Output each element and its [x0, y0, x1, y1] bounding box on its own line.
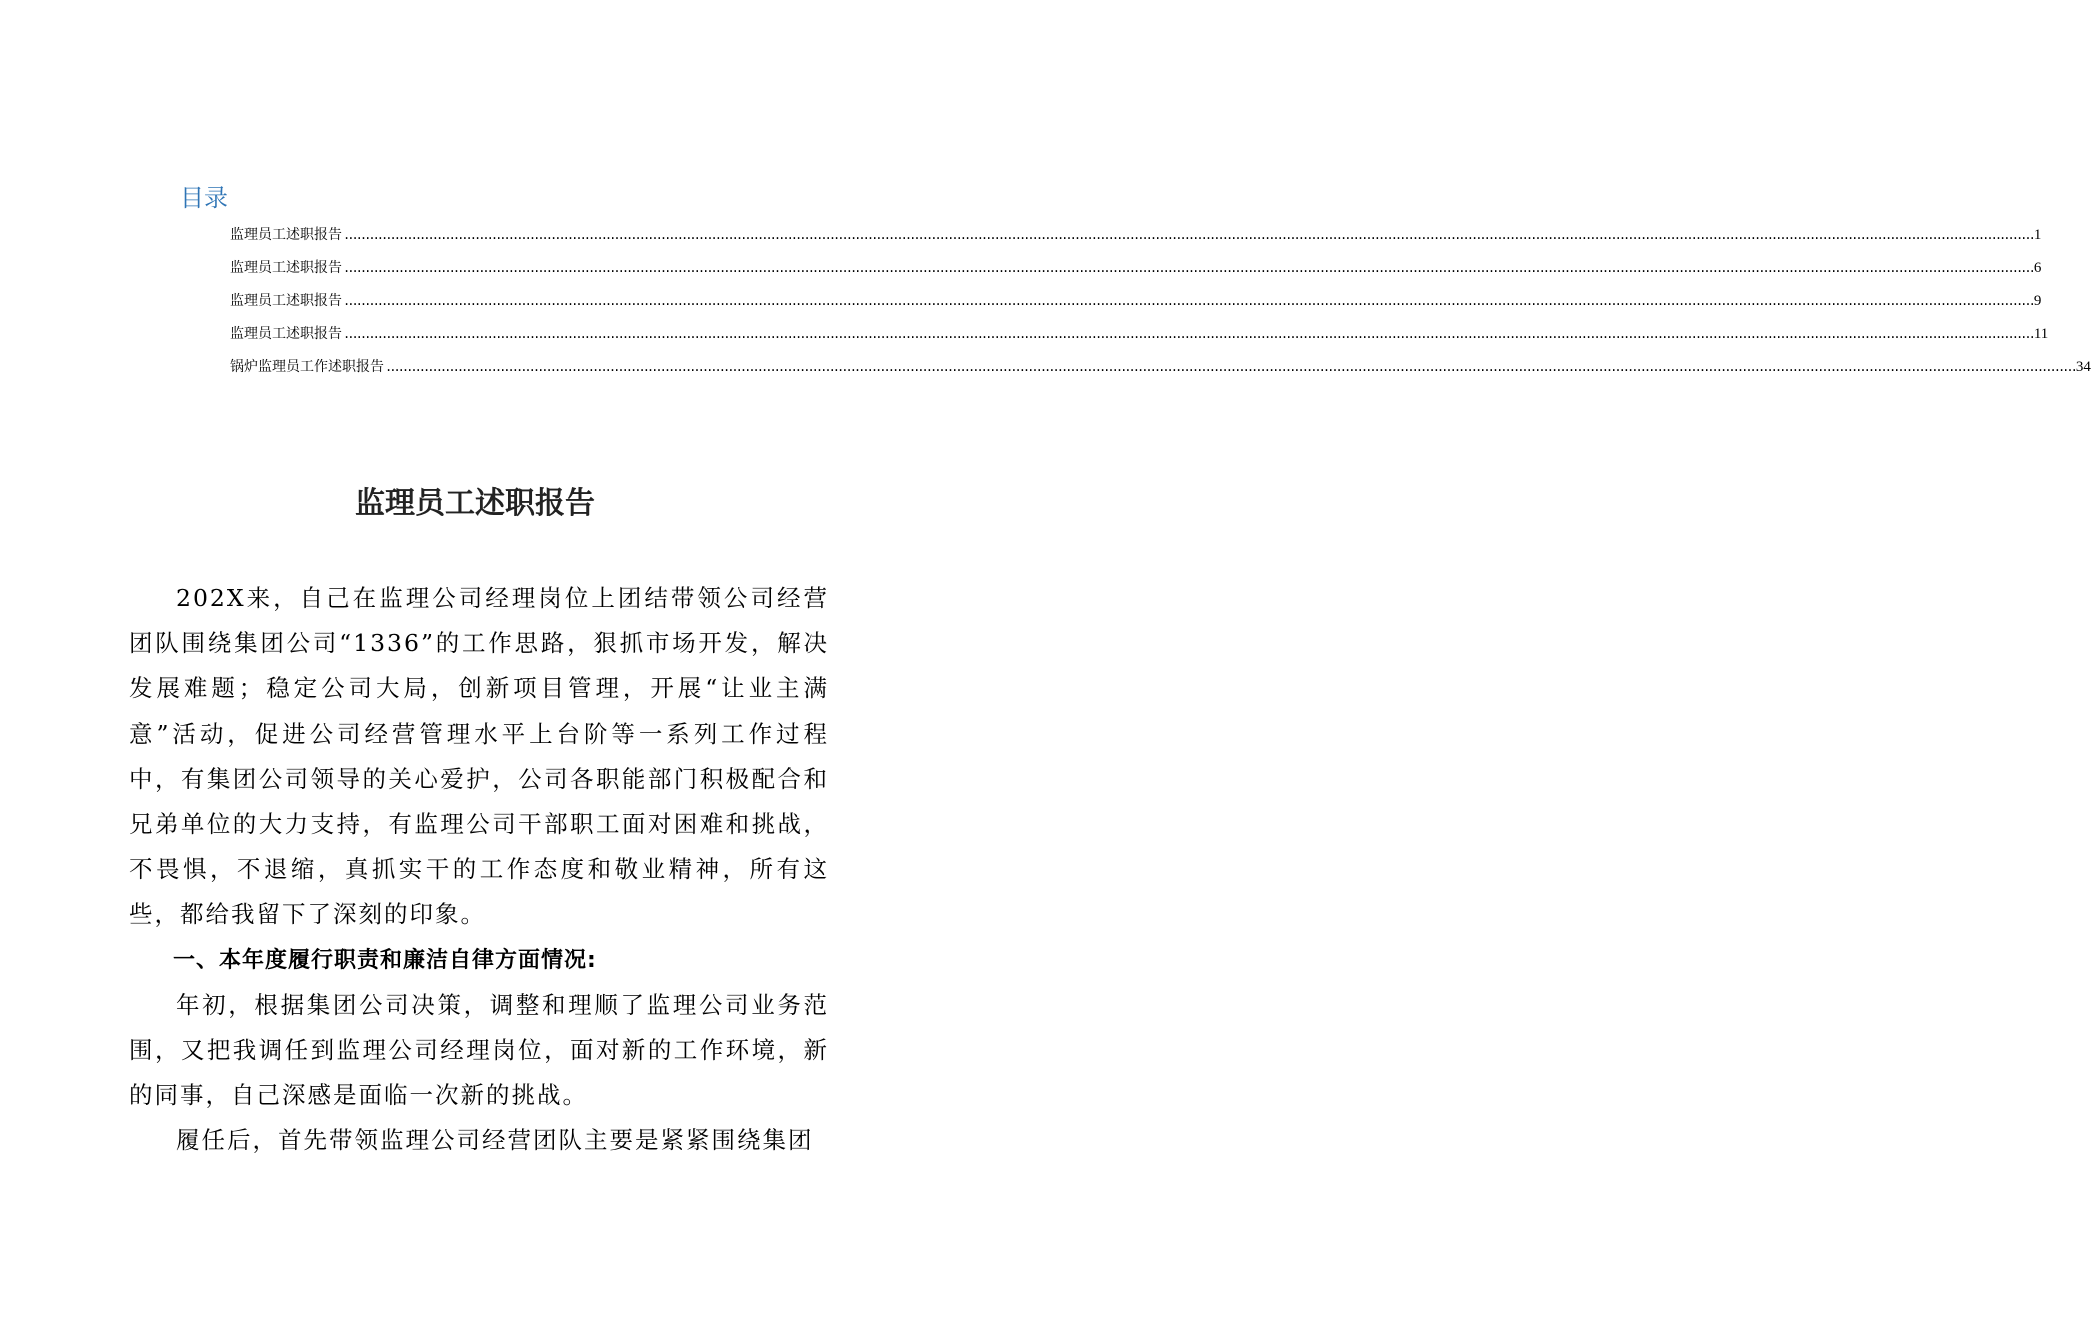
toc-entry[interactable] — [230, 224, 2042, 257]
body-paragraph: 202X来，自己在监理公司经理岗位上团结带领公司经营团队围绕集团公司“1336”的工作思路，狠抓市场开发，解决发展难题；稳定公司大局，创新项目管理，开展“让业主满意”活动，促进公司经营管理水平上台阶等一系列工作过程中，有集团公司领导的关心爱护，公司各职能部门积极配合和兄弟单位的大力支持，有监理公司干部职工面对困难和挑战，不畏惧，不退缩，真抓实干的工作态度和敬业精神，所有这些，都给我留下了深刻的印象。 — [129, 584, 829, 929]
toc-heading: 目录 — [180, 184, 228, 212]
toc-entry[interactable] — [230, 257, 2042, 290]
toc-entry[interactable] — [230, 290, 2042, 323]
section-heading: 一、本年度履行职责和廉洁自律方面情况: — [173, 947, 597, 973]
toc-entry-page: 6 — [2033, 260, 2042, 276]
toc-entry-page: 1 — [2033, 227, 2042, 243]
toc-entry[interactable] — [230, 323, 2049, 356]
document-title: 监理员工述职报告 — [355, 486, 595, 521]
toc-entry-label: 监理员工述职报告 — [230, 260, 342, 276]
toc-entry-label: 锅炉监理员工作述职报告 — [230, 359, 384, 375]
toc-leader-dots: ................................................................................................................................................................................................................................................................................................................................................................................................................ — [343, 294, 2033, 308]
toc-entry-page: 9 — [2033, 293, 2042, 309]
toc-list — [230, 224, 2091, 389]
document-body — [129, 576, 829, 1164]
toc-entry-page: 34 — [2075, 359, 2091, 375]
toc-leader-dots: ................................................................................................................................................................................................................................................................................................................................................................................................................ — [343, 228, 2033, 242]
toc-leader-dots: ................................................................................................................................................................................................................................................................................................................................................................................................................ — [343, 261, 2033, 275]
toc-leader-dots: ................................................................................................................................................................................................................................................................................................................................................................................................................ — [385, 360, 2075, 374]
toc-entry-label: 监理员工述职报告 — [230, 293, 342, 309]
body-paragraph: 履任后，首先带领监理公司经营团队主要是紧紧围绕集团 — [176, 1126, 814, 1155]
toc-entry[interactable] — [230, 356, 2091, 389]
toc-entry-page: 11 — [2033, 326, 2049, 342]
toc-leader-dots: ................................................................................................................................................................................................................................................................................................................................................................................................................ — [343, 327, 2033, 341]
toc-entry-label: 监理员工述职报告 — [230, 326, 342, 342]
toc-entry-label: 监理员工述职报告 — [230, 227, 342, 243]
body-paragraph: 年初，根据集团公司决策，调整和理顺了监理公司业务范围，又把我调任到监理公司经理岗位，面对新的工作环境，新的同事，自己深感是面临一次新的挑战。 — [129, 990, 829, 1110]
